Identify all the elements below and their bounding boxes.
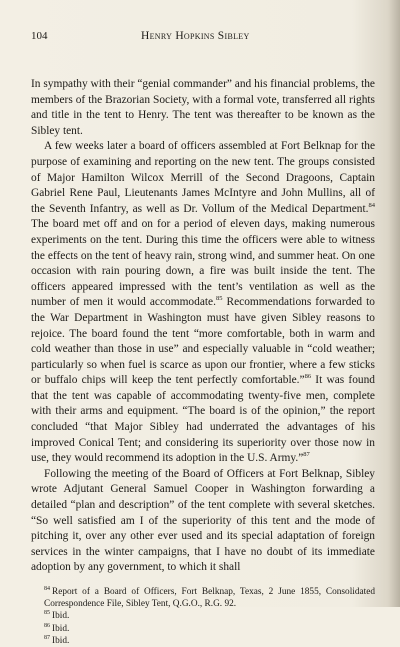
footnote-ref-87: 87 — [303, 451, 310, 459]
paragraph-1: In sympathy with their “genial commander” and his financial problems, the members of the Brazorian Society, with a formal vote, transferred all rights and title in the tent to Henry. The tent was thereafter to be known as the Sibley tent. — [31, 78, 375, 137]
footnote-87 — [31, 635, 375, 647]
paragraph-3: Following the meeting of the Board of Officers at Fort Belknap, Sibley wrote Adjutant General Samuel Cooper in Washington forwarding a detailed “plan and description” of the tent complete with several sketches. “So well satisfied am I of the superiority of this tent and the mode of pitching it, over any other ever used and its special adaptation of foreign services in the winter campaigns, that I have no doubt of its immediate adoption by any government, to which it shall — [31, 467, 375, 574]
footnotes — [31, 586, 375, 647]
footnote-text: Ibid. — [52, 623, 70, 634]
footnote-ref-86: 86 — [304, 373, 312, 381]
paragraph-2-text-b: The board met off and on for a period of eleven days, making numerous experiments on the tent. During this time the officers were able to witness the effects on the tent of heavy rain, strong wind, and summer heat. On one occasion with rain pouring down, a fire was built inside the tent. The officers appeared impressed with the tent’s ventilation as well as the number of men it would accommodate. — [31, 218, 375, 309]
footnote-mark: 87 — [44, 634, 50, 641]
paragraph-2-text-c: Recommendations forwarded to the War Department in Washington must have given Sibley reasons to rejoice. The board found the tent “more comfortable, both in warm and cold weather than those in use” and especially valuable in “cold weather; particularly so when fuel is scarce as upon our frontier, where a few sticks or buffalo chips will keep the tent perfectly comfortable.” — [31, 296, 375, 387]
footnote-text: Ibid. — [52, 635, 70, 646]
footnote-mark: 85 — [44, 610, 50, 617]
footnote-86 — [31, 623, 375, 635]
page-number: 104 — [31, 30, 48, 42]
footnote-ref-85: 85 — [215, 295, 223, 303]
running-title: Henry Hopkins Sibley — [141, 30, 250, 42]
body-text — [31, 77, 375, 576]
running-head — [31, 30, 375, 50]
paragraph-2-text-a: A few weeks later a board of officers assembled at Fort Belknap for the purpose of examining and reporting on the new tent. The groups consisted of Major Hamilton Wilcox Merrill of the Second Dragoons, Captain Gabriel Rene Paul, Lieutenants James McIntyre and John Mullins, all of the Seventh Infantry, as well as Dr. Vollum of the Medical Department. — [31, 140, 375, 215]
footnote-85 — [31, 610, 375, 622]
paragraph-2 — [31, 139, 375, 466]
footnote-mark: 86 — [44, 622, 50, 629]
footnote-text: Ibid. — [52, 611, 70, 622]
footnote-ref-84: 84 — [368, 201, 375, 209]
footnote-mark: 84 — [44, 585, 50, 592]
footnote-text: Report of a Board of Officers, Fort Belknap, Texas, 2 June 1855, Consolidated Correspondence File, Sibley Tent, Q.G.O., R.G. 92. — [44, 587, 375, 610]
paragraph-2-text-d: It was found that the tent was capable of accommodating twenty-five men, complete with their arms and equipment. “The board is of the opinion,” the report concluded “that Major Sibley had underrated the advantages of his improved Conical Tent; and considering its superiority over those now in use, they would recommend its adoption in the U.S. Army.” — [31, 374, 375, 465]
